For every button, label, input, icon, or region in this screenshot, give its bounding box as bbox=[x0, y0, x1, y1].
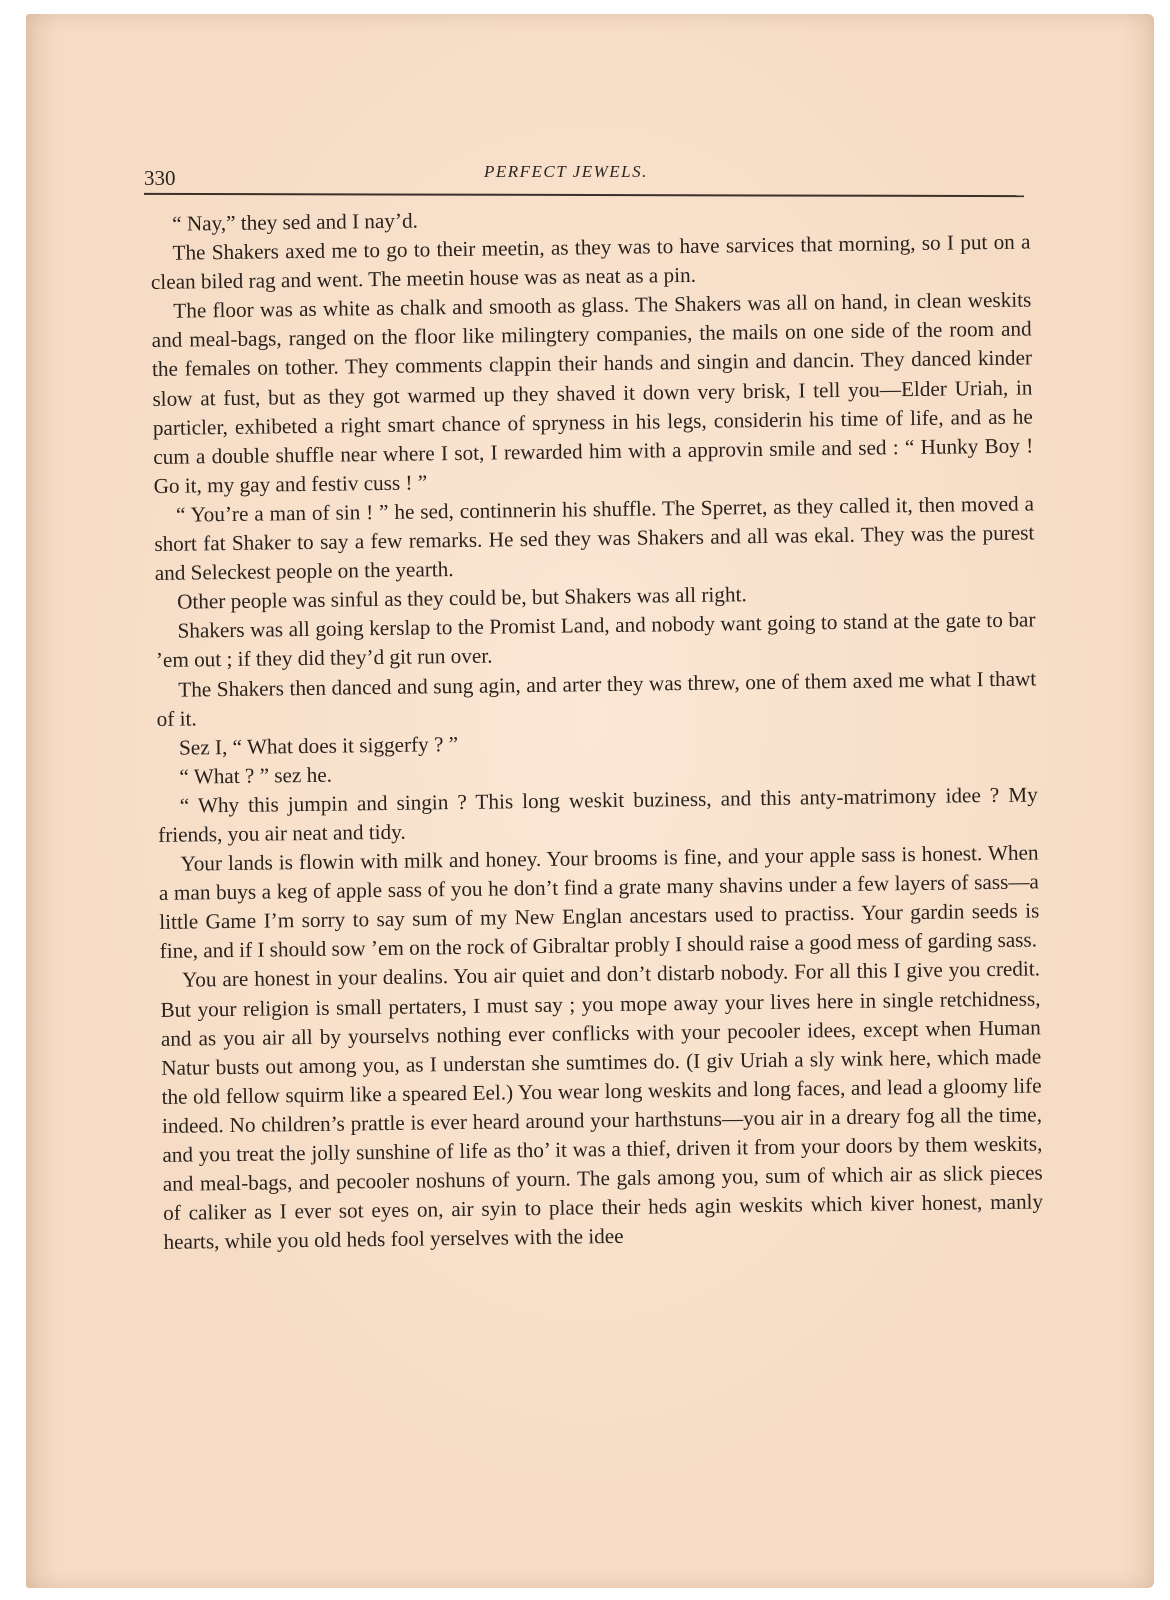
page-number: 330 bbox=[144, 166, 176, 190]
paragraph: “ Why this jumpin and singin ? This long weskit buziness, and this anty-matrimony idee ? My friends, you air neat and tidy. bbox=[158, 782, 1038, 847]
paragraph: Your lands is flowin with milk and honey. Your brooms is fine, and your apple sass is honest. When a man buys a keg of apple sass of you he don’t find a grate many shavins under a few layers of sass—a little Game I’m sorry to say sum of my New Englan ancestars used to practiss. Your gardin seeds is fine, and if I should sow ’em on the rock of Gibraltar probly I should raise a good mess of garding sass. bbox=[158, 840, 1040, 964]
paragraph: The floor was as white as chalk and smooth as glass. The Shakers was all on hand, in clean weskits and meal-bags, ranged on the floor like milingtery companies, the mails on one side of the room and the females on tother. They comments clappin their hands and singin and dancin. They danced kinder slow at fust, but as they got warmed up they shaved it down very brisk, I tell you—Elder Uriah, in particler, exhibeted a right smart chance of spryness in his legs, considerin his time of life, and as he cum a double shuffle near where I sot, I rewarded him with a approvin smile and sed : “ Hunky Boy ! Go it, my gay and festiv cuss ! ” bbox=[151, 287, 1034, 498]
paragraph: Shakers was all going kerslap to the Promist Land, and nobody want going to stand at the gate to bar ’em out ; if they did they’d git run over. bbox=[155, 607, 1036, 673]
paragraph: “ You’re a man of sin ! ” he sed, continnerin his shuffle. The Sperret, as they called it, then moved a short fat Shaker to say a few remarks. He sed they was Shakers and all was ekal. They was the purest and Seleckest people on the yearth. bbox=[154, 491, 1035, 586]
running-head: PERFECT JEWELS. bbox=[484, 162, 648, 181]
body-text bbox=[150, 198, 1044, 1257]
paragraph: “ Nay,” they sed and I nay’d. bbox=[172, 208, 419, 236]
paragraph: Sez I, “ What does it siggerfy ? ” bbox=[178, 731, 459, 760]
paragraph: “ What ? ” sez he. bbox=[179, 762, 333, 789]
paragraph: Other people was sinful as they could be, but Shakers was all right. bbox=[176, 582, 747, 614]
page-header bbox=[144, 160, 1024, 196]
paragraph: The Shakers then danced and sung agin, and arter they was threw, one of them axed me what I thawt of it. bbox=[156, 665, 1037, 731]
paragraph: You are honest in your dealins. You air quiet and don’t distarb nobody. For all this I give you credit. But your religion is small pertaters, I must say ; you mope away your lives here in single retchidness, and as you air all by yourselvs nothing ever conflicks with your pecooler idees, except when Human Natur busts out among you, as I understan she sumtimes do. (I giv Uriah a sly wink here, which made the old fellow squirm like a speared Eel.) You wear long weskits and long faces, and lead a gloomy life indeed. No children’s prattle is ever heard around your harthstuns—you air in a dreary fog all the time, and you treat the jolly sunshine of life as tho’ it was a thief, driven it from your doors by them weskits, and meal-bags, and pecooler noshuns of yourn. The gals among you, sum of which air as slick pieces of caliker as I ever sot eyes on, air syin to place their heds agin weskits which kiver honest, manly hearts, while you old heds fool yerselves with the idee bbox=[160, 956, 1044, 1255]
paragraph: The Shakers axed me to go to their meetin, as they was to have sarvices that morning, so I put on a clean biled rag and went. The meetin house was as neat as a pin. bbox=[150, 229, 1031, 295]
